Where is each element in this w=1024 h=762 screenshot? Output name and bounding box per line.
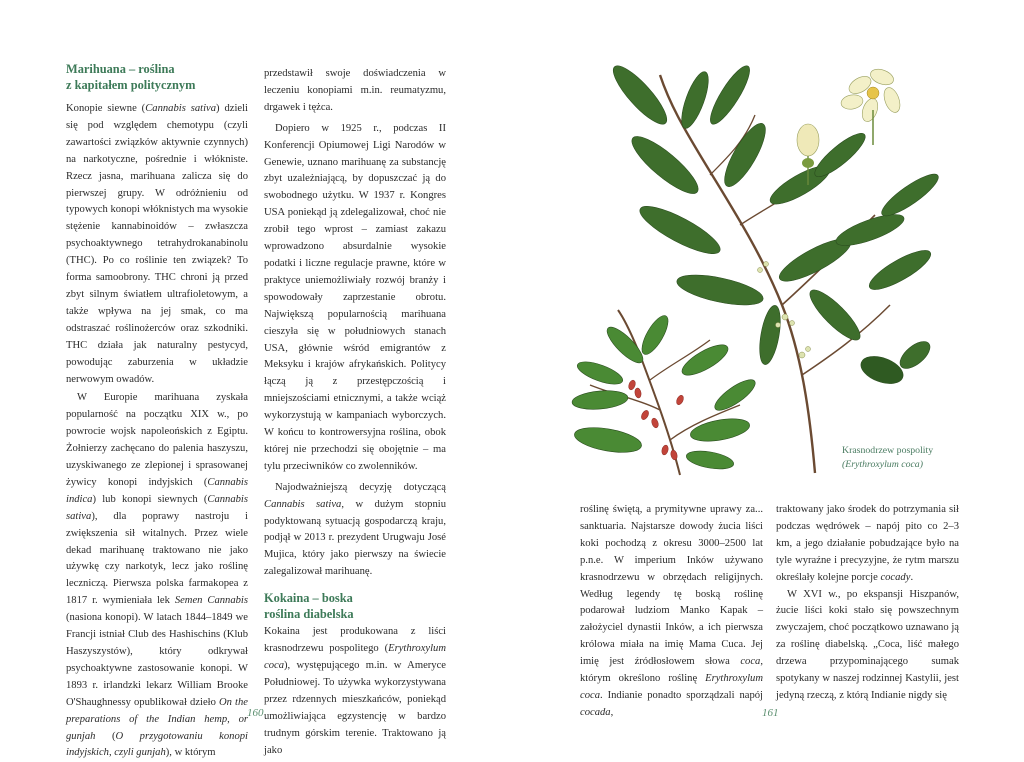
page-number-right: 161 [762, 707, 779, 719]
right-column-2 [776, 502, 959, 705]
paragraph: W XVI w., po ekspansji Hiszpanów, żucie liści koki stało się powszechnym zwyczajem, choć początkowo uznawano ją za roślinę diabelską. „Coca, liść małego drzewa przypominającego sumak spotykany w naszej rodzinnej Kastylii, jest jedyną rzeczą, z którą Indianie nigdy się [776, 588, 959, 701]
paragraph: przedstawił swoje doświadczenia w leczeniu konopiami m.in. reumatyzmu, drgawek i tężca. [264, 68, 446, 113]
page-number-left: 160 [247, 707, 264, 719]
coca-plant-illustration [570, 55, 970, 485]
figure-caption: Krasnodrzew pospolity (Erythroxylum coca) [842, 445, 934, 470]
right-column-1 [580, 502, 763, 722]
heading-marihuana: Marihuana – roślina z kapitałem politycznym [66, 62, 196, 92]
paragraph: Najodważniejszą decyzję dotyczącą Cannabis sativa, w dużym stopniu podyktowaną sytuacją gospodarczą kraju, podjął w 2013 r. prezydent Urugwaju José Mujica, który jako pierwszy na świecie zalegalizował marihuanę. [264, 481, 446, 578]
paragraph: Kokaina jest produkowana z liści krasnodrzewu pospolitego (Erythroxylum coca), występującego m.in. w Ameryce Południowej. To używka wykorzystywana przez rdzennych mieszkańców, poniekąd umożliwiająca egzystencję w bardzo trudnym górskim terenie. Traktowano ją jako [264, 626, 446, 756]
paragraph: Dopiero w 1925 r., podczas II Konferencji Opiumowej Ligi Narodów w Genewie, uznano marihuanę za substancję zbyt uzależniającą, by dopuszczać ją do swobodnego użytku. W 1937 r. Kongres USA poniekąd ją zdelegalizował, choć nie zrobił tego wprost – zamiast zakazu wprowadzono absurdalnie wysokie podatki i liczne regulacje prawne, które w praktyce uniemożliwiały rozwój branży i spowodowały zaprzestanie obrotu. Największą popularnością marihuana cieszyła się w południowych stanach USA, głównie wśród emigrantów z Meksyku i krajów afrykańskich. Politycy łączą ją z przestępczością i mniejszościami etnicznymi, a także wciąż wykorzystują w kampaniach wyborczych. W końcu to kontrowersyjna roślina, obok której nie przechodzi się obojętnie – ma tylu przeciwników co zwolenników. [264, 122, 446, 472]
paragraph: Konopie siewne (Cannabis sativa) dzieli się pod względem chemotypu (czyli zawartości związków aktywnie czynnych) na narkotyczne, pośrednie i włókniste. Rzecz jasna, marihuana zalicza się do pierwszej grupy. W odróżnieniu od typowych konopi włóknistych ma wysokie stężenie kannabinoidów – zwłaszcza psychoaktywnego tetrahydrokanabinolu (THC). Po co roślinie ten związek? To forma samoobrony. THC chroni ją przed zbyt silnym światłem ultrafioletowym, a także wpływa na jej smak, co ma odstraszać roślinożerców oraz szkodniki. THC działa jak naturalny pestycyd, powodując zaburzenia w układzie nerwowym owadów. [66, 103, 248, 385]
paragraph: W Europie marihuana zyskała popularność na początku XIX w., po powrocie wojsk napoleońskich z Egiptu. Żołnierzy zachęcano do palenia haszyszu, uzyskiwanego ze zlepionej i sprasowanej żywicy konopi indyjskich (Cannabis indica) lub konopi siewnych (Cannabis sativa), dla poprawy nastroju i zwiększenia sił witalnych. Przez wiele dekad marihuanę traktowano nie jako używkę czy narkotyk, lecz jako roślinę leczniczą. Pierwsza polska farmakopea z 1817 r. wymieniała lek Semen Cannabis (nasiona konopi). W latach 1844–1849 we Francji istniał Club des Hashischins (Klub Haszyszystów), który odkrywał psychoaktywne zastosowanie konopi. W 1893 r. irlandzki lekarz William Brooke O'Shaughnessy opublikował dzieło On the preparations of the Indian hemp, or gunjah (O przygotowaniu konopi indyjskich, czyli gunjah), w którym [66, 392, 248, 759]
paragraph: roślinę świętą, a prymitywne uprawy za... sanktuaria. Najstarsze dowody żucia liści koki pochodzą z okresu 3000–2500 lat p.n.e. W imperium Inków używano krasnodrzewu w obrzędach religijnych. Według legendy tę boską roślinę podarował ludziom Manko Kapak – założyciel dynastii Inków, a ich pierwsza królowa miała na imię Mama Cuca. Jej imię jest źródłosłowem słowa coca, którym określono roślinę Erythroxylum coca. Indianie ponadto sporządzali napój cocada, [580, 504, 763, 718]
left-column-1 [66, 62, 248, 762]
heading-kokaina: Kokaina – boska roślina diabelska [264, 591, 354, 621]
paragraph: traktowany jako środek do potrzymania sił podczas wędrówek – napój pito co 2–3 km, a jego działanie pobudzające było na tyle wyraźne i precyzyjne, że rytm marszu określały kolejne porcje cocady. [776, 504, 959, 583]
left-column-2 [264, 66, 446, 759]
